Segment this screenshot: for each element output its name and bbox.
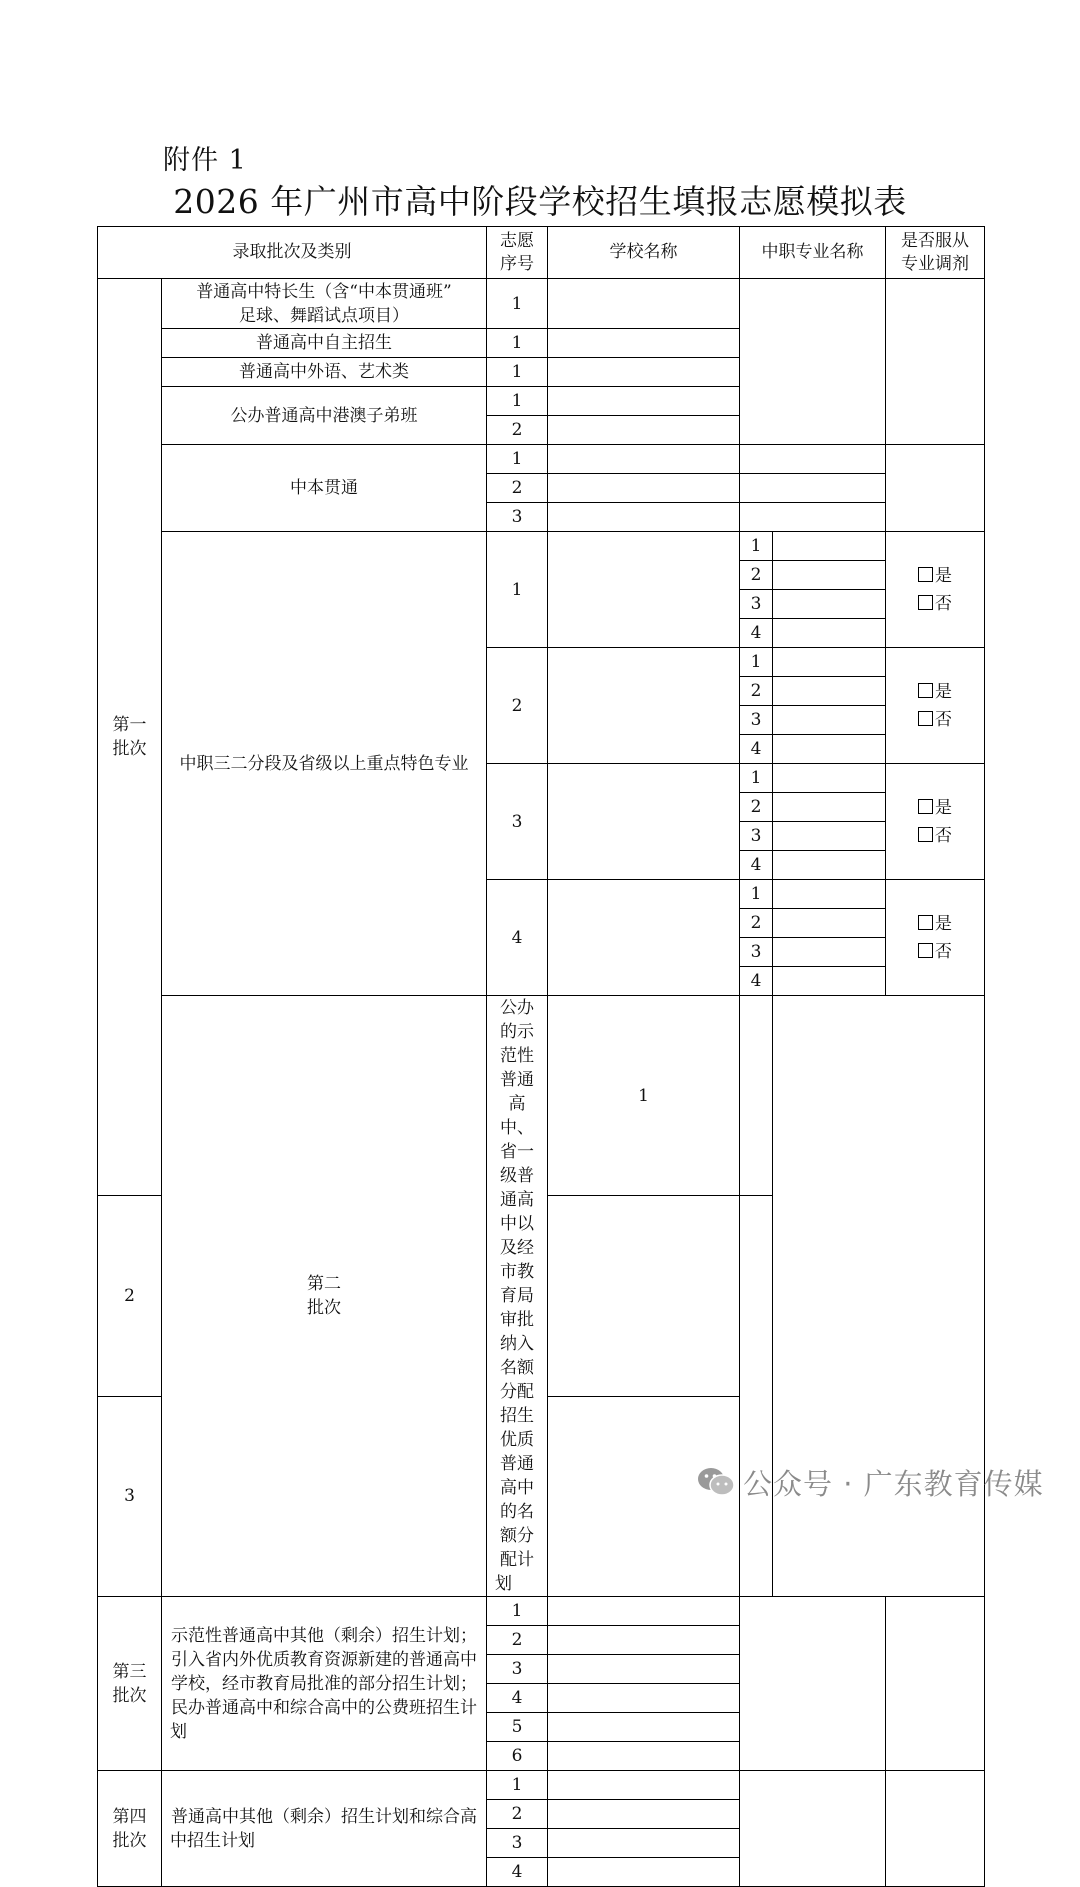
- school-input-cell[interactable]: [548, 1771, 740, 1800]
- option-no[interactable]: [886, 590, 984, 618]
- category-independent: 普通高中自主招生: [162, 329, 487, 358]
- school-input-cell[interactable]: [548, 1626, 740, 1655]
- option-no[interactable]: [886, 938, 984, 966]
- school-input-cell[interactable]: [548, 1858, 740, 1887]
- category-specialty-line1: 普通高中特长生（含“中本贯通班”: [196, 281, 452, 302]
- option-no-label: 否: [935, 941, 952, 962]
- major-seq-cell: 4: [740, 851, 773, 880]
- school-input-cell[interactable]: [548, 1196, 740, 1396]
- seq-cell: 2: [487, 1626, 548, 1655]
- school-input-cell[interactable]: [548, 416, 740, 445]
- school-input-cell[interactable]: [548, 764, 740, 880]
- seq-cell: 3: [487, 503, 548, 532]
- major-input-cell[interactable]: [773, 938, 886, 967]
- batch1-label-line2: 批次: [112, 739, 147, 760]
- major-input-cell[interactable]: [773, 967, 886, 996]
- header-major: 中职专业名称: [740, 227, 886, 279]
- header-category: 录取批次及类别: [98, 227, 487, 279]
- major-seq-cell: 3: [740, 590, 773, 619]
- major-seq-cell: 2: [740, 561, 773, 590]
- major-input-cell[interactable]: [773, 851, 886, 880]
- adjust-choice-cell: [886, 648, 985, 764]
- checkbox-icon[interactable]: [918, 595, 933, 610]
- attachment-label: 附件 1: [163, 145, 247, 176]
- category-vocational: 中职三二分段及省级以上重点特色专业: [162, 532, 487, 996]
- major-seq-cell: 3: [740, 938, 773, 967]
- header-adjust: [886, 227, 985, 279]
- batch3-label-line1: 第三: [112, 1661, 147, 1682]
- major-seq-cell: 1: [740, 880, 773, 909]
- major-seq-cell: 2: [740, 677, 773, 706]
- seq-cell: 3: [487, 1655, 548, 1684]
- option-yes-label: 是: [935, 797, 952, 818]
- seq-cell: 1: [487, 329, 548, 358]
- checkbox-icon[interactable]: [918, 943, 933, 958]
- checkbox-icon[interactable]: [918, 683, 933, 698]
- batch4-label-line1: 第四: [112, 1806, 147, 1827]
- batch3-label: [98, 1597, 162, 1771]
- adjust-empty-cell: [886, 1597, 985, 1771]
- table-row: [98, 1771, 985, 1800]
- checkbox-icon[interactable]: [918, 799, 933, 814]
- school-input-cell[interactable]: [548, 503, 740, 532]
- seq-cell: 2: [98, 1196, 162, 1396]
- seq-cell: 4: [487, 1684, 548, 1713]
- major-seq-cell: 3: [740, 706, 773, 735]
- header-adjust-line2: 专业调剂: [901, 253, 969, 274]
- batch2-label: [162, 996, 487, 1597]
- major-seq-cell: 1: [740, 532, 773, 561]
- option-no-label: 否: [935, 593, 952, 614]
- major-seq-cell: 4: [740, 619, 773, 648]
- seq-cell: 5: [487, 1713, 548, 1742]
- category-hkmo: 公办普通高中港澳子弟班: [162, 387, 487, 445]
- school-input-cell[interactable]: [548, 474, 740, 503]
- checkbox-icon[interactable]: [918, 915, 933, 930]
- table-row: [98, 996, 985, 1196]
- seq-cell: 1: [548, 996, 740, 1196]
- major-input-cell[interactable]: [773, 590, 886, 619]
- batch2-label-line1: 第二: [307, 1274, 341, 1294]
- school-input-cell[interactable]: [740, 996, 773, 1196]
- volunteer-form-table: [97, 226, 985, 1887]
- seq-cell: 1: [487, 387, 548, 416]
- school-input-cell[interactable]: [548, 1684, 740, 1713]
- table-row: [98, 279, 985, 329]
- category-zhongben: 中本贯通: [162, 445, 487, 532]
- seq-cell: 3: [487, 764, 548, 880]
- option-yes[interactable]: [886, 562, 984, 590]
- major-input-cell[interactable]: [773, 532, 886, 561]
- seq-cell: 4: [487, 880, 548, 996]
- wechat-icon: [697, 1466, 735, 1498]
- header-school: 学校名称: [548, 227, 740, 279]
- major-seq-cell: 2: [740, 793, 773, 822]
- major-input-cell[interactable]: [773, 793, 886, 822]
- school-input-cell[interactable]: [548, 387, 740, 416]
- major-empty-cell: [740, 279, 886, 445]
- seq-cell: 1: [487, 1597, 548, 1626]
- category-batch2: 公办的示范性普通高中、省一级普通高中以及经市教育局审批纳入名额分配招生优质普通高中的名额分配计划: [487, 996, 548, 1597]
- school-input-cell[interactable]: [548, 358, 740, 387]
- school-input-cell[interactable]: [548, 1742, 740, 1771]
- school-input-cell[interactable]: [548, 1829, 740, 1858]
- major-input-cell[interactable]: [773, 619, 886, 648]
- school-input-cell[interactable]: [548, 329, 740, 358]
- checkbox-icon[interactable]: [918, 711, 933, 726]
- seq-cell: 1: [487, 532, 548, 648]
- major-seq-cell: 1: [740, 648, 773, 677]
- school-input-cell[interactable]: [548, 1655, 740, 1684]
- option-yes[interactable]: [886, 794, 984, 822]
- option-yes[interactable]: [886, 678, 984, 706]
- major-empty-cell: [740, 1771, 886, 1887]
- major-input-cell[interactable]: [773, 706, 886, 735]
- school-input-cell[interactable]: [548, 1713, 740, 1742]
- major-input-cell[interactable]: [773, 561, 886, 590]
- school-input-cell[interactable]: [548, 648, 740, 764]
- watermark-text: 公众号 · 广东教育传媒: [743, 1466, 1044, 1501]
- batch1-label-line1: 第一: [112, 715, 147, 736]
- major-input-cell[interactable]: [740, 503, 886, 532]
- page-title: 2026 年广州市高中阶段学校招生填报志愿模拟表: [173, 182, 907, 221]
- batch1-label: [98, 279, 162, 1196]
- option-yes-label: 是: [935, 913, 952, 934]
- seq-cell: 1: [487, 445, 548, 474]
- school-input-cell[interactable]: [548, 279, 740, 329]
- batch4-label-line2: 批次: [112, 1830, 147, 1851]
- seq-cell: 2: [487, 474, 548, 503]
- header-seq-line1: 志愿: [500, 230, 534, 251]
- seq-cell: 3: [98, 1396, 162, 1596]
- adjust-choice-cell: [886, 532, 985, 648]
- table-row: [98, 445, 985, 474]
- adjust-empty-cell: [886, 279, 985, 445]
- seq-cell: 6: [487, 1742, 548, 1771]
- major-input-cell[interactable]: [773, 822, 886, 851]
- major-input-cell[interactable]: [773, 677, 886, 706]
- major-seq-cell: 4: [740, 735, 773, 764]
- school-input-cell[interactable]: [548, 1800, 740, 1829]
- adjust-choice-cell: [886, 880, 985, 996]
- option-no[interactable]: [886, 822, 984, 850]
- major-seq-cell: 2: [740, 909, 773, 938]
- major-input-cell[interactable]: [740, 445, 886, 474]
- major-input-cell[interactable]: [773, 764, 886, 793]
- option-no-label: 否: [935, 709, 952, 730]
- major-input-cell[interactable]: [740, 474, 886, 503]
- table-row: [98, 1597, 985, 1626]
- school-input-cell[interactable]: [548, 445, 740, 474]
- option-yes-label: 是: [935, 565, 952, 586]
- category-foreign-art: 普通高中外语、艺术类: [162, 358, 487, 387]
- option-no[interactable]: [886, 706, 984, 734]
- major-empty-cell: [773, 996, 985, 1597]
- category-batch3: 示范性普通高中其他（剩余）招生计划；引入省内外优质教育资源新建的普通高中学校，经市教育局批准的部分招生计划；民办普通高中和综合高中的公费班招生计划: [162, 1597, 487, 1771]
- seq-cell: 2: [487, 1800, 548, 1829]
- option-yes[interactable]: [886, 910, 984, 938]
- major-seq-cell: 4: [740, 967, 773, 996]
- option-yes-label: 是: [935, 681, 952, 702]
- major-input-cell[interactable]: [773, 648, 886, 677]
- major-seq-cell: 1: [740, 764, 773, 793]
- major-input-cell[interactable]: [773, 735, 886, 764]
- major-empty-cell: [740, 1597, 886, 1771]
- checkbox-icon[interactable]: [918, 827, 933, 842]
- school-input-cell[interactable]: [548, 880, 740, 996]
- seq-cell: 4: [487, 1858, 548, 1887]
- category-batch4: 普通高中其他（剩余）招生计划和综合高中招生计划: [162, 1771, 487, 1887]
- header-seq-line2: 序号: [500, 253, 534, 274]
- option-no-label: 否: [935, 825, 952, 846]
- adjust-empty-cell: [886, 445, 985, 532]
- batch2-label-line2: 批次: [307, 1298, 341, 1318]
- category-specialty: [162, 279, 487, 329]
- checkbox-icon[interactable]: [918, 567, 933, 582]
- adjust-choice-cell: [886, 764, 985, 880]
- seq-cell: 1: [487, 1771, 548, 1800]
- table-row: [98, 532, 985, 561]
- watermark: [697, 1462, 1044, 1502]
- major-input-cell[interactable]: [773, 909, 886, 938]
- seq-cell: 3: [487, 1829, 548, 1858]
- major-seq-cell: 3: [740, 822, 773, 851]
- category-specialty-line2: 足球、舞蹈试点项目）: [239, 305, 409, 326]
- seq-cell: 2: [487, 648, 548, 764]
- adjust-empty-cell: [886, 1771, 985, 1887]
- seq-cell: 1: [487, 279, 548, 329]
- school-input-cell[interactable]: [548, 532, 740, 648]
- header-adjust-line1: 是否服从: [901, 230, 969, 251]
- seq-cell: 1: [487, 358, 548, 387]
- batch3-label-line2: 批次: [112, 1685, 147, 1706]
- header-seq: [487, 227, 548, 279]
- batch4-label: [98, 1771, 162, 1887]
- seq-cell: 2: [487, 416, 548, 445]
- major-input-cell[interactable]: [773, 880, 886, 909]
- school-input-cell[interactable]: [548, 1597, 740, 1626]
- header-row: [98, 227, 985, 279]
